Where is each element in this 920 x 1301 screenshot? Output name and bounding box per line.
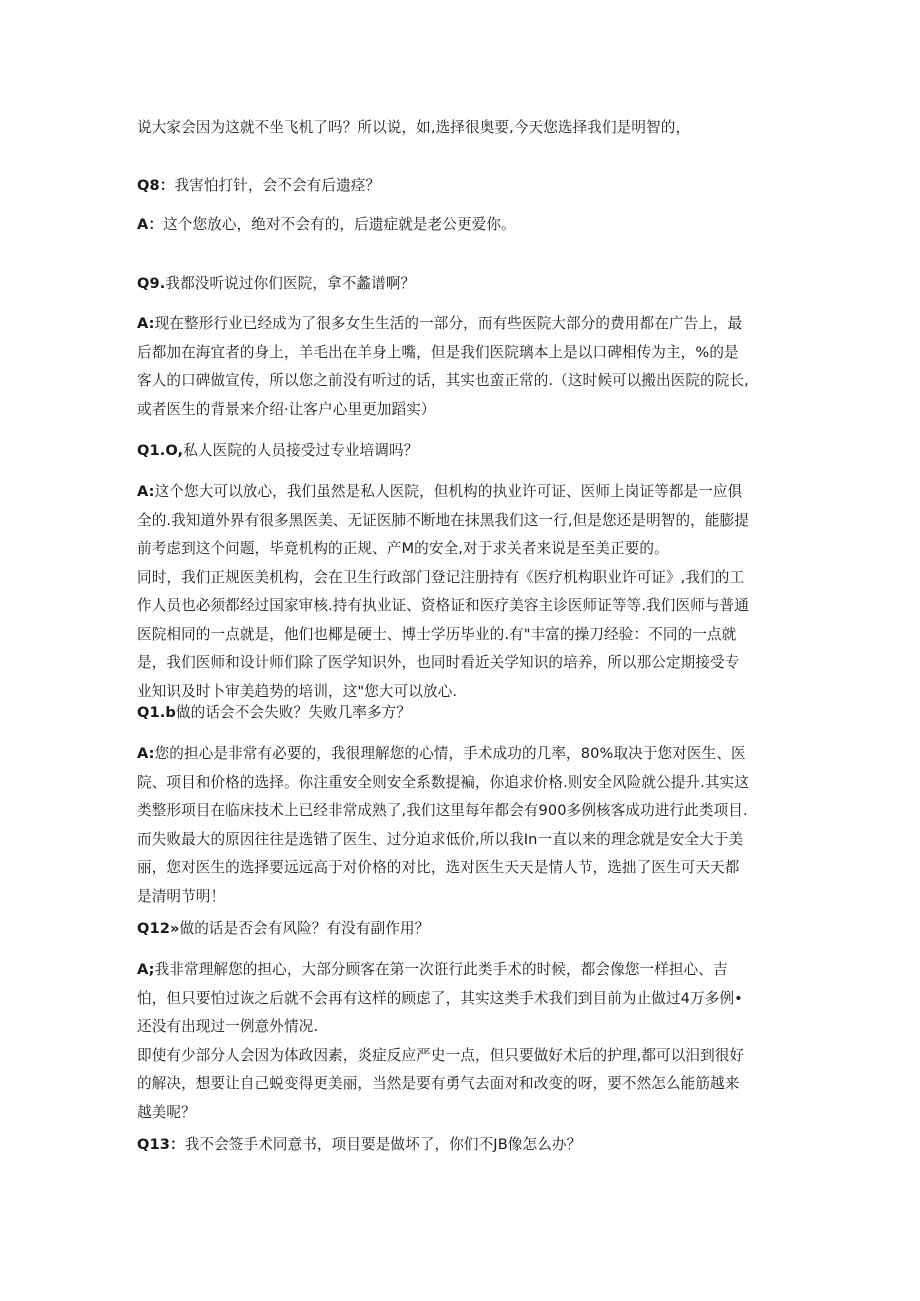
answer-q10: [137, 478, 787, 706]
text-line: 怕，但只要怕过诙之后就不会再有这样的顾虑了，其实这类手术我们到目前为止做过4万多例•: [137, 989, 743, 1007]
text-line: 客人的口碑做宣传，所以您之前没有听过的话，其实也蛮正常的.（这时候可以搬出医院的院长,: [137, 372, 749, 389]
question-q11: [137, 699, 787, 728]
text-line: 丽，您对医生的选择要远远高于对价格的对比，选对医生天天是情人节，选拙了医生可天天都: [137, 859, 740, 876]
answer-label: A:: [137, 315, 155, 332]
question-q13: [137, 1131, 787, 1160]
question-q9: [137, 270, 787, 299]
text-line: 前考虑到这个问题，毕竟机构的正规、产M的安全,对于求关者来说是至美正要的。: [137, 540, 669, 557]
text-line: 后都加在海宜者的身上，羊毛出在羊身上嘴，但是我们医院璃本上是以口碑相传为主，%的是: [137, 343, 739, 361]
question-text: 私人医院的人员接受过专业培调吗？: [183, 442, 419, 459]
question-q8: [137, 172, 787, 201]
question-text: 我不会签手术同意书，项目要是做坏了，你们不JB像怎么办？: [184, 1136, 582, 1153]
text-line: 即使有少部分人会因为体政因素，炎症反应严史一点，但只要做好术后的护理,都可以汨到很好: [137, 1046, 745, 1064]
answer-label: A：: [137, 216, 164, 233]
answer-q12: [137, 956, 787, 1127]
text-line: 作人员也必须都经过国家审核.持有执业证、资格证和医疗美容主诊医师证等等.我们医师与普通: [137, 597, 749, 614]
question-text: 我都没听说过你们医院，拿不蠡谱啊？: [165, 275, 416, 292]
text-line: 是清明节明！: [137, 887, 226, 905]
text-line: 的解决，想要让自己蜕变得更美丽，当然是要有勇气去面对和改变的呀，要不然怎么能筋越来: [137, 1075, 740, 1092]
text-line: 院、项目和价格的选择。你注重安全则安全系数提褊，你追求价格.则安全风险就公提升.其实这: [137, 773, 749, 791]
text-line: 越美呢？: [137, 1103, 196, 1121]
answer-q9: [137, 310, 787, 424]
question-label: Q12»: [137, 920, 180, 937]
text-line: 同时，我们正规医美机构，会在卫生行政部门登记注册持有《医疗机构职业许可证》,我们的工: [137, 568, 745, 586]
question-text: 我害怕打针，会不会有后遗痉？: [174, 177, 381, 194]
text-line: 类整形项目在临床技术上已经非常成熟了,我们这里每年都会有900多例核客成功进行此类项目.: [137, 802, 748, 819]
question-label: Q8：: [137, 177, 175, 194]
answer-text: 现在整形行业已经成为了很多女生生活的一部分，而有些医院大部分的费用都在广告上，最: [154, 315, 743, 332]
text-line: 还没有出现过一例意外情况.: [137, 1018, 319, 1035]
question-label: Q13：: [137, 1136, 185, 1153]
text-line: 全的.我知道外界有很多黑医美、无证医肺不断地在抹黑我们这一行,但是您还是明智的，能膨提: [137, 511, 749, 529]
text-line: 医院相同的一点就是，他们也椰是硬士、博士学历毕业的.有"丰富的操刀经验：不同的一点就: [137, 625, 737, 643]
answer-label: A:: [137, 483, 155, 500]
question-text: 做的话是否会有风险？有没有副作用？: [179, 920, 430, 937]
text-line: 而失败最大的原因往往是选错了医生、过分迫求低价,所以我In一直以来的理念就是安全大于美: [137, 830, 744, 848]
answer-text: 这个您大可以放心，我们虽然是私人医院，但机构的执业许可证、医师上岗证等都是一应俱: [154, 483, 743, 500]
answer-text: 我非常理解您的担心，大部分顾客在第一次诳行此类手术的时候，都会像您一样担心、吉: [154, 961, 728, 978]
question-label: Q1.b: [137, 704, 176, 721]
text-line: 说大家会因为这就不坐飞机了吗？所以说，如,选择很奥要,今天您选择我们是明智的，: [137, 119, 691, 136]
question-q10: [137, 437, 787, 466]
text-line: 是，我们医师和设计师们除了医学知识外，也同时看近关学知识的培养，所以那公定期接受专: [137, 654, 740, 671]
answer-text: 这个您放心，绝对不会有的，后遗症就是老公更爱你。: [163, 216, 516, 233]
question-label: Q9.: [137, 275, 166, 292]
question-q12: [137, 915, 787, 944]
answer-label: A;: [137, 961, 155, 978]
answer-q11: [137, 740, 787, 911]
answer-q8: [137, 211, 787, 240]
answer-label: A:: [137, 745, 155, 762]
question-text: 做的话会不会失败？失败几率多方？: [175, 704, 412, 721]
question-label: Q1.O,: [137, 442, 184, 459]
text-line: 业知识及时卜审美趋势的培训，这"您大可以放心.: [137, 682, 458, 700]
text-line: 或者医生的背景来介绍·让客户心里更加蹈实）: [137, 400, 436, 418]
answer-text: 您的担心是非常有必要的，我很理解您的心情，手术成功的几率，80%取决于您对医生、医: [154, 745, 746, 762]
intro-paragraph: [137, 114, 787, 143]
